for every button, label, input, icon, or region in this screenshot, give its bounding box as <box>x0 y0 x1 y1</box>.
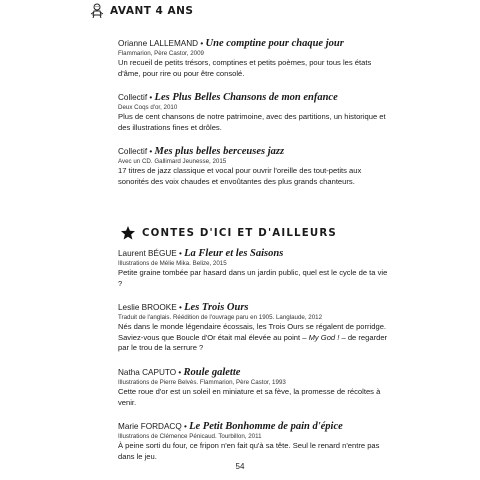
entries-top <box>118 38 388 201</box>
author-first: Collectif <box>118 147 148 157</box>
book-description: Un recueil de petits trésors, comptines et petits poèmes, pour tous les états d'âme, pour rire ou pour être consolé. <box>118 58 372 78</box>
author-first: Leslie <box>118 303 142 313</box>
separator: • <box>176 249 185 258</box>
author-first: Orianne <box>118 39 150 48</box>
entries-bottom <box>118 248 388 475</box>
book-description: Petite graine tombée par hasard dans un jardin public, quel est le cycle de ta vie ? <box>118 268 388 288</box>
publisher-info: Traduit de l'anglais. Réédition de l'ouvrage paru en 1905. Langlaude, 2012 <box>118 314 323 322</box>
entry-heading <box>118 38 388 49</box>
entry-heading <box>118 146 388 157</box>
book-title: La Fleur et les Saisons <box>184 248 284 259</box>
child-mascot-icon <box>90 3 104 19</box>
author-first: Marie <box>118 422 141 432</box>
separator: • <box>176 303 185 313</box>
book-title: Les Plus Belles Chansons de mon enfance <box>154 92 338 104</box>
book-entry <box>118 367 388 408</box>
separator: • <box>176 367 184 377</box>
book-description: À peine sorti du four, ce fripon n'en fait qu'à sa tête. Seul le renard n'entre pas dans le jeu. <box>118 441 380 461</box>
separator: • <box>147 93 155 103</box>
author-last: FORDACQ <box>140 422 182 432</box>
book-title: Une comptine pour chaque jour <box>205 38 344 49</box>
author-first: Laurent <box>118 249 149 258</box>
book-title: Roule galette <box>183 366 241 378</box>
book-title: Les Trois Ours <box>184 302 249 314</box>
book-entry <box>118 92 388 133</box>
publisher-info: Flammarion, Père Castor, 2009 <box>118 50 204 57</box>
book-title: Mes plus belles berceuses jazz <box>154 146 285 158</box>
entry-heading <box>118 302 388 313</box>
author-first: Natha <box>118 367 143 377</box>
book-entry <box>118 302 388 354</box>
entry-heading <box>118 248 388 259</box>
entry-heading <box>118 367 388 378</box>
book-title: Le Petit Bonhomme de pain d'épice <box>189 421 343 433</box>
publisher-info: Deux Coqs d'or, 2010 <box>118 104 178 112</box>
author-last: BÉGUE <box>148 249 177 258</box>
page-number: 54 <box>235 462 245 471</box>
star-icon <box>120 225 136 241</box>
publisher-info: Illustrations de Clémence Pénicaud. Tourbillon, 2011 <box>118 433 262 441</box>
separator: • <box>147 147 155 157</box>
entry-heading <box>118 92 388 103</box>
book-entry <box>118 146 388 187</box>
description-emphasis: My God ! <box>308 332 340 342</box>
book-entry <box>118 421 388 462</box>
chapter-title: AVANT 4 ANS <box>110 5 194 17</box>
description-text: – de regarder par le trou de la serrure ? <box>118 332 388 353</box>
book-description: Plus de cent chansons de notre patrimoine, avec des partitions, un historique et des illustrations fines et drôles. <box>118 112 386 132</box>
entry-heading <box>118 421 388 432</box>
publisher-info: Illustrations de Mélie Mika. Belize, 2015 <box>118 260 227 267</box>
description-text: Nés dans le monde légendaire écossais, les Trois Ours se régalent de porridge. Saviez-vous que Boucle d'Or était mal élevée au point – <box>118 322 387 342</box>
author-last: CAPUTO <box>142 367 177 377</box>
book-description: 17 titres de jazz classique et vocal pour ouvrir l'oreille des tout-petits aux sonorités des voix chaudes et envoûtantes des plus grands chanteurs. <box>118 166 362 186</box>
book-description: Cette roue d'or est un soleil en miniature et sa fève, la promesse de récoltes à venir. <box>118 386 381 407</box>
author-last: LALLEMAND <box>149 39 199 48</box>
section-title: CONTES D'ICI ET D'AILLEURS <box>142 227 337 239</box>
section-heading <box>120 225 337 241</box>
author-first: Collectif <box>118 93 148 103</box>
book-entry <box>118 38 388 79</box>
publisher-info: Illustrations de Pierre Belvès. Flammarion, Père Castor, 1993 <box>118 378 286 386</box>
publisher-info: Avec un CD. Gallimard Jeunesse, 2015 <box>118 158 227 166</box>
author-last: BROOKE <box>141 303 177 313</box>
book-entry <box>118 248 388 289</box>
book-description <box>118 322 388 354</box>
separator: • <box>198 39 206 48</box>
separator: • <box>181 422 190 432</box>
page-header <box>90 3 194 19</box>
